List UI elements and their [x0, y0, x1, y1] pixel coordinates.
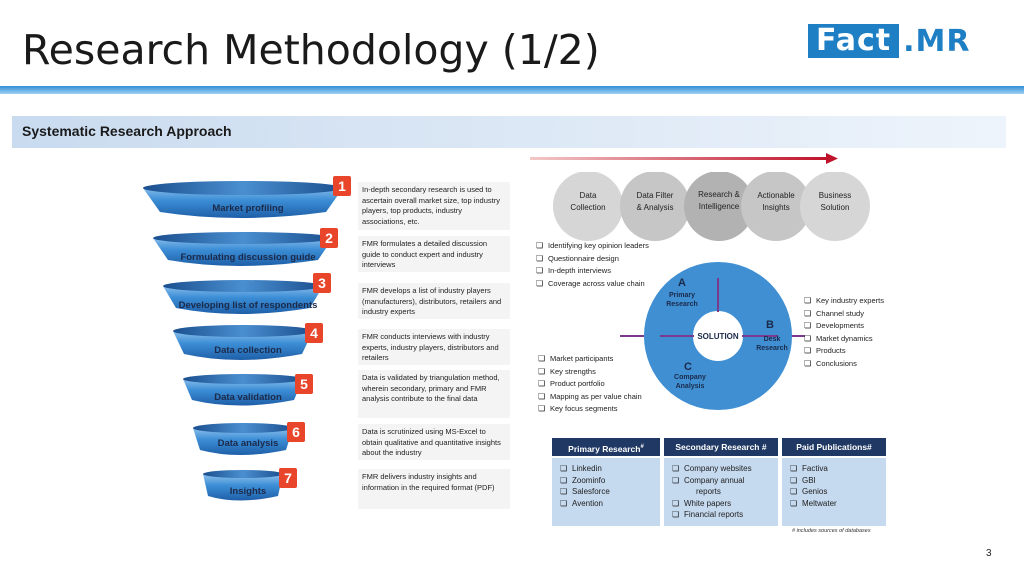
desk-research-list [804, 295, 884, 370]
solution-center-label: SOLUTION [697, 332, 739, 341]
step-5-label: Data validation [214, 392, 282, 403]
segment-c-label1: Company [674, 374, 706, 381]
list-item: ❏ Linkedin [560, 463, 652, 475]
pipeline-5-line1: Business [818, 191, 852, 200]
list-item: ❏ GBI [790, 475, 878, 487]
pipeline-1-line1: Data [579, 191, 597, 200]
list-item: ❏ Company annual [672, 475, 770, 487]
step-1-label: Market profiling [212, 203, 284, 214]
list-item: ❏ Key strengths [538, 366, 642, 379]
segment-c-letter: C [684, 361, 692, 373]
segment-a-label1: Primary [668, 292, 696, 299]
list-item: ❏ Factiva [790, 463, 878, 475]
primary-research-list [536, 240, 649, 290]
list-item-continued: reports [696, 487, 721, 496]
list-item: ❏ In-depth interviews [536, 265, 649, 278]
list-item: ❏ Avention [560, 498, 652, 510]
header-rule [0, 86, 1024, 94]
list-item: ❏ Questionnaire design [536, 253, 649, 266]
pipeline-3-line1: Research & [698, 190, 740, 199]
page-title: Research Methodology (1/2) [22, 26, 600, 74]
step-6-description: Data is scrutinized using MS-Excel to obtain qualitative and quantitative insights about the industry [358, 424, 510, 460]
list-item: ❏ Conclusions [804, 358, 884, 371]
section-banner [12, 116, 1006, 148]
list-item: ❏ Market participants [538, 353, 642, 366]
list-item: ❏ Genios [790, 486, 878, 498]
segment-b-letter: B [766, 319, 774, 331]
pipeline-2-line2: & Analysis [636, 203, 674, 212]
list-item: ❏ Key industry experts [804, 295, 884, 308]
secondary-sources [664, 458, 778, 526]
step-2-description: FMR formulates a detailed discussion guide to conduct expert and industry interviews [358, 236, 510, 272]
footnote: # includes sources of databases [792, 528, 871, 534]
segment-b-label1: Desk [763, 336, 781, 343]
company-analysis-list [538, 353, 642, 416]
primary-sources [552, 458, 660, 526]
step-4-badge: 4 [305, 323, 323, 343]
step-2-badge: 2 [320, 228, 338, 248]
step-1-badge: 1 [333, 176, 351, 196]
secondary-research-header: Secondary Research # [664, 438, 778, 456]
step-5-description: Data is validated by triangulation method, wherein secondary, primary and FMR analysis contribute to the final data [358, 370, 510, 418]
primary-research-header: Primary Research# [552, 438, 660, 456]
segment-a-label2: Research [666, 301, 698, 308]
progress-arrow [530, 152, 840, 166]
step-4-description: FMR conducts interviews with industry experts, industry players, distributors and retailers [358, 329, 510, 365]
list-item: ❏ White papers [672, 498, 770, 510]
pipeline-1-line2: Collection [570, 203, 606, 212]
list-item: ❏ Identifying key opinion leaders [536, 240, 649, 253]
list-item: ❏ Developments [804, 320, 884, 333]
list-item: ❏ Channel study [804, 308, 884, 321]
paid-publications-header: Paid Publications# [782, 438, 886, 456]
research-pipeline [552, 172, 874, 244]
list-item: ❏ Coverage across value chain [536, 278, 649, 291]
list-item: ❏ Zoominfo [560, 475, 652, 487]
segment-a-letter: A [678, 277, 686, 289]
pipeline-2-line1: Data Filter [636, 191, 674, 200]
list-item: ❏ Financial reports [672, 509, 770, 521]
step-2-label: Formulating discussion guide [180, 252, 316, 263]
pipeline-3-line2: Intelligence [698, 202, 740, 211]
list-item: ❏ Salesforce [560, 486, 652, 498]
paid-sources [782, 458, 886, 526]
list-item: ❏ Product portfolio [538, 378, 642, 391]
list-item: ❏ Meltwater [790, 498, 878, 510]
step-3-description: FMR develops a list of industry players (manufacturers), distributors, retailers and industry experts [358, 283, 510, 319]
step-1-description: In-depth secondary research is used to ascertain overall market size, top industry players, top products, industry associations, etc. [358, 182, 510, 230]
segment-b-label2: Research [756, 345, 788, 352]
step-3-badge: 3 [313, 273, 331, 293]
page-number: 3 [986, 548, 992, 559]
step-4-label: Data collection [214, 345, 282, 356]
pipeline-4-line1: Actionable [757, 191, 795, 200]
segment-c-label2: Analysis [675, 383, 705, 390]
logo-fact: Fact [808, 24, 899, 58]
banner-label: Systematic Research Approach [22, 123, 232, 139]
step-7-description: FMR delivers industry insights and information in the required format (PDF) [358, 469, 510, 509]
list-item: ❏ Products [804, 345, 884, 358]
step-7-badge: 7 [279, 468, 297, 488]
factmr-logo [808, 24, 970, 58]
list-item: ❏ Key focus segments [538, 403, 642, 416]
list-item: ❏ Mapping as per value chain [538, 391, 642, 404]
list-item: ❏ Company websites [672, 463, 770, 475]
step-5-badge: 5 [295, 374, 313, 394]
list-item: ❏ Market dynamics [804, 333, 884, 346]
step-6-badge: 6 [287, 422, 305, 442]
logo-mr: .MR [903, 23, 971, 59]
pipeline-4-line2: Insights [762, 203, 790, 212]
pipeline-5-line2: Solution [820, 203, 850, 212]
step-7-label: Insights [229, 486, 267, 497]
step-6-label: Data analysis [217, 438, 279, 449]
step-3-label: Developing list of respondents [178, 300, 318, 311]
